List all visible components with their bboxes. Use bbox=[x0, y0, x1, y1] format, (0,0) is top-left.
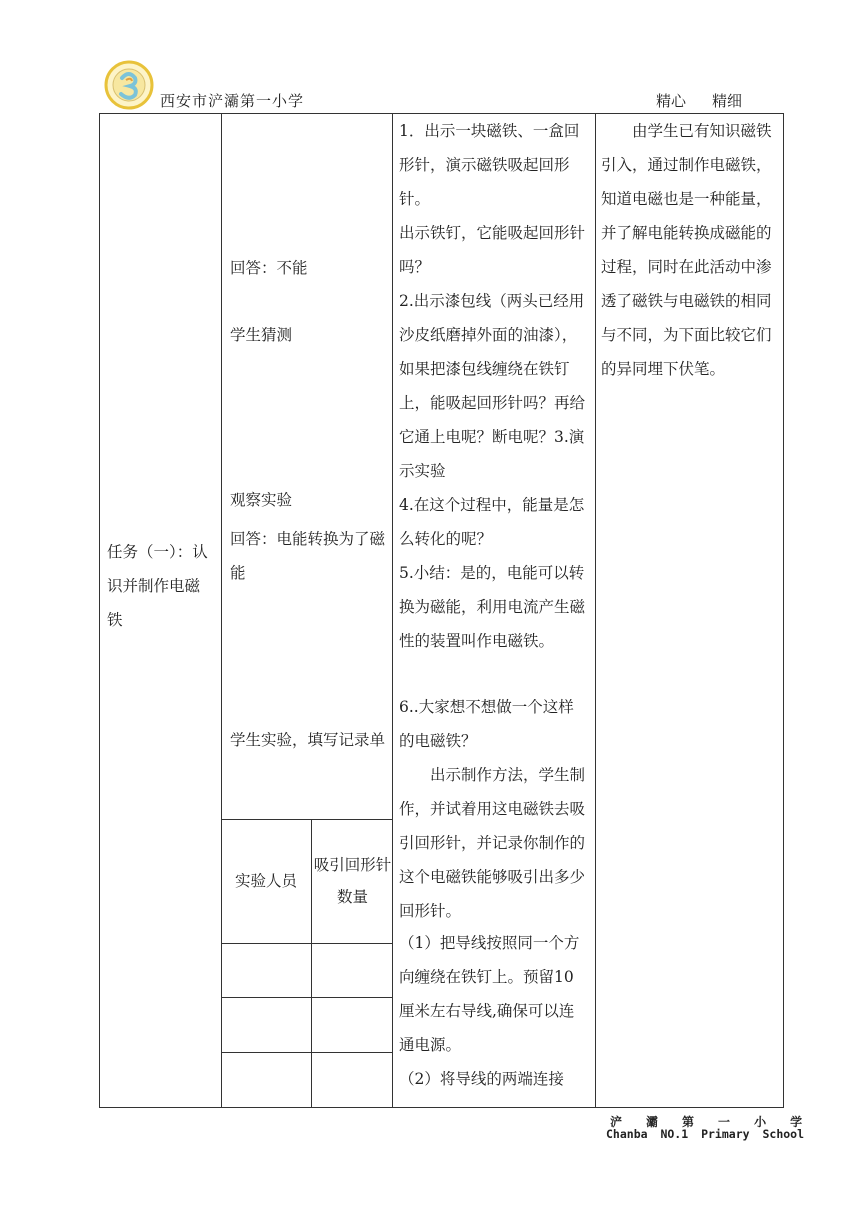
task-cell: 任务（一）：认识并制作电磁铁 bbox=[107, 543, 208, 629]
teacher-step: （1）把导线按照同一个方向缠绕在铁钉上。预留10厘米左右导线,确保可以连通电源。 bbox=[399, 934, 580, 1054]
motto-item: 精心 bbox=[656, 92, 687, 110]
record-header-person: 实验人员 bbox=[234, 872, 297, 890]
teacher-step: 2.出示漆包线（两头已经用沙皮纸磨掉外面的油漆），如果把漆包线缠绕在铁钉上，能吸起回形针吗？再给它通上电呢？断电呢？3.演示实验 bbox=[399, 292, 586, 480]
footer-char: 一 bbox=[718, 1115, 733, 1129]
table-divider bbox=[392, 113, 393, 1108]
record-header-count: 吸引回形针数量 bbox=[313, 856, 392, 906]
footer-char: 小 bbox=[754, 1115, 769, 1129]
teacher-step: （2）将导线的两端连接 bbox=[399, 1070, 564, 1088]
student-guess: 学生猜测 bbox=[230, 326, 293, 344]
record-table-divider bbox=[311, 819, 312, 1107]
teacher-step: 5.小结：是的，电能可以转换为磁能，利用电流产生磁性的装置叫作电磁铁。 bbox=[399, 564, 586, 650]
design-intent: 由学生已有知识磁铁引入，通过制作电磁铁，知道电磁也是一种能量，并了解电能转换成磁能的过程，同时在此活动中渗透了磁铁与电磁铁的相同与不同，为下面比较它们的异同埋下伏笔。 bbox=[601, 122, 772, 378]
table-bottom-rule bbox=[99, 1107, 783, 1108]
footer-school-en: Chanba NO.1 Primary School bbox=[606, 1127, 805, 1141]
footer-char: 学 bbox=[790, 1115, 805, 1129]
table-border-left bbox=[99, 113, 100, 1108]
teacher-step: 出示制作方法，学生制作，并试着用这电磁铁去吸引回形针，并记录你制作的这个电磁铁能够吸引出多少回形针。 bbox=[399, 766, 586, 920]
student-experiment: 学生实验，填写记录单 bbox=[230, 731, 386, 749]
footer-char: 第 bbox=[682, 1115, 697, 1129]
student-observe: 观察实验 bbox=[230, 491, 293, 509]
student-answer-1: 回答：不能 bbox=[230, 259, 308, 277]
table-border-right bbox=[783, 113, 784, 1108]
motto bbox=[656, 90, 768, 111]
table-divider bbox=[595, 113, 596, 1108]
teacher-step: 出示铁钉，它能吸起回形针吗？ bbox=[399, 224, 586, 276]
record-table-rule bbox=[221, 943, 392, 944]
record-table-rule bbox=[221, 1052, 392, 1053]
footer-char: 灞 bbox=[646, 1115, 661, 1129]
record-table-rule bbox=[221, 997, 392, 998]
record-table bbox=[221, 819, 392, 1107]
teacher-step: 4.在这个过程中，能量是怎么转化的呢？ bbox=[399, 496, 585, 548]
teacher-step: 6..大家想不想做一个这样的电磁铁？ bbox=[399, 698, 574, 750]
record-table-rule bbox=[221, 819, 392, 820]
footer-char: 浐 bbox=[610, 1115, 625, 1129]
school-logo bbox=[104, 60, 154, 110]
student-answer-2: 回答：电能转换为了磁能 bbox=[230, 530, 386, 582]
school-name: 西安市浐灞第一小学 bbox=[160, 92, 305, 110]
motto-item: 精细 bbox=[712, 92, 743, 110]
teacher-step: 1．出示一块磁铁、一盒回形针，演示磁铁吸起回形针。 bbox=[399, 122, 580, 208]
